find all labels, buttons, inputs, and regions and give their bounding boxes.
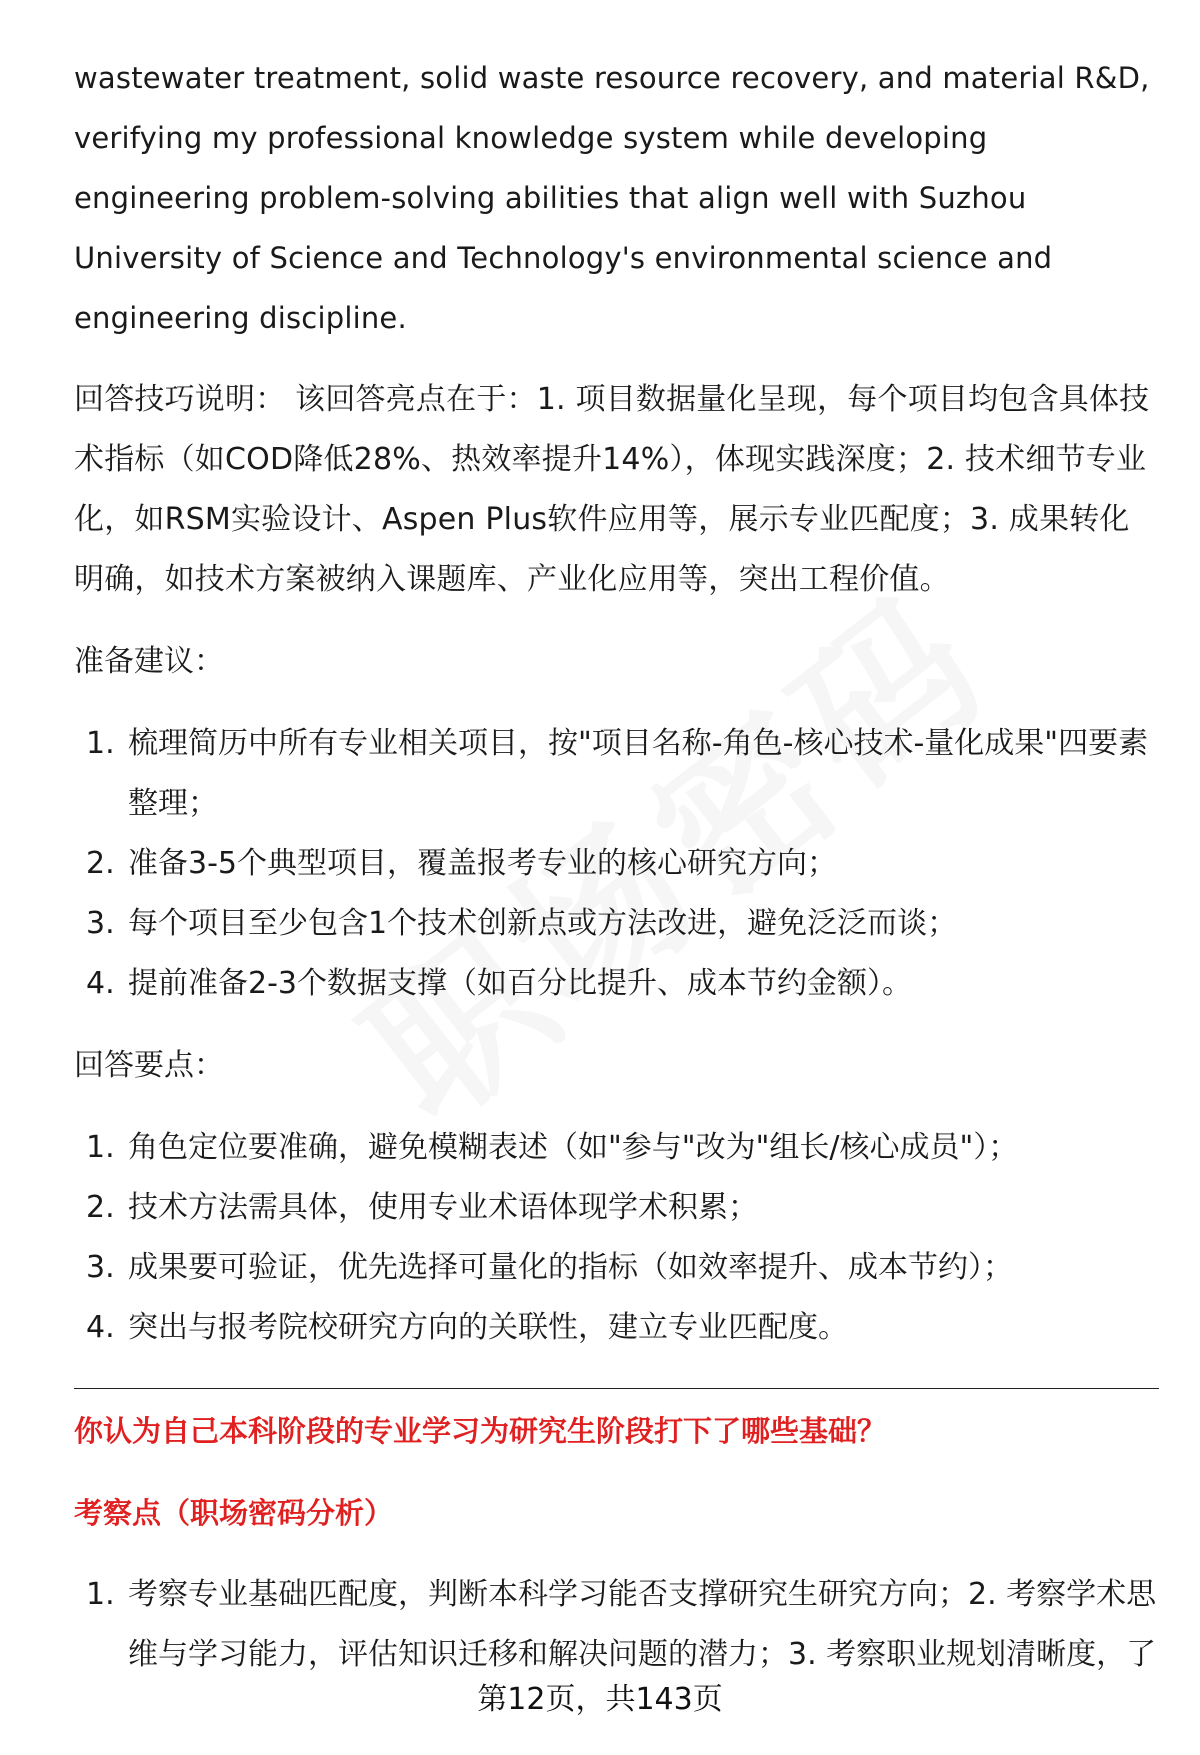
list-item: 1. 考察专业基础匹配度，判断本科学习能否支撑研究生研究方向；2. 考察学术思维与学习能力，评估知识迁移和解决问题的潜力；3. 考察职业规划清晰度，了 (86, 1577, 1157, 1672)
list-item: 4. 提前准备2-3个数据支撑（如百分比提升、成本节约金额）。 (86, 966, 912, 1001)
list-item: 2. 技术方法需具体，使用专业术语体现学术积累； (86, 1190, 758, 1225)
question-title: 你认为自己本科阶段的专业学习为研究生阶段打下了哪些基础？ (74, 1414, 887, 1448)
analysis-heading: 考察点（职场密码分析） (74, 1496, 394, 1530)
list-item: 1. 梳理简历中所有专业相关项目，按"项目名称-角色-核心技术-量化成果"四要素整理； (86, 726, 1149, 821)
page-number: 第12页，共143页 (477, 1682, 723, 1717)
list-item: 4. 突出与报考院校研究方向的关联性，建立专业匹配度。 (86, 1310, 848, 1345)
prep-heading: 准备建议： (74, 644, 224, 679)
section-divider (74, 1388, 1159, 1389)
intro-paragraph: wastewater treatment, solid waste resource recovery, and material R&D, verifying my professional knowledge system while developing engineering problem-solving abilities that align well with Suzhou University of Science and Technology's environmental science and engineering discipline. (74, 61, 1150, 335)
list-item: 3. 成果要可验证，优先选择可量化的指标（如效率提升、成本节约）； (86, 1250, 1013, 1285)
tips-paragraph: 回答技巧说明： 该回答亮点在于：1. 项目数据量化呈现，每个项目均包含具体技术指标（如COD降低28%、热效率提升14%），体现实践深度；2. 技术细节专业化，如RSM实验设计、Aspen Plus软件应用等，展示专业匹配度；3. 成果转化明确，如技术方案被纳入课题库、产业化应用等，突出工程价值。 (74, 382, 1150, 597)
list-item: 2. 准备3-5个典型项目，覆盖报考专业的核心研究方向； (86, 846, 837, 881)
list-item: 3. 每个项目至少包含1个技术创新点或方法改进，避免泛泛而谈； (86, 906, 958, 941)
list-item: 1. 角色定位要准确，避免模糊表述（如"参与"改为"组长/核心成员"）； (86, 1130, 1019, 1165)
analysis-list (74, 1565, 1159, 1685)
points-list (74, 1118, 1159, 1358)
points-heading: 回答要点： (74, 1048, 224, 1083)
prep-list (74, 714, 1159, 1014)
document-page (74, 48, 1159, 1707)
